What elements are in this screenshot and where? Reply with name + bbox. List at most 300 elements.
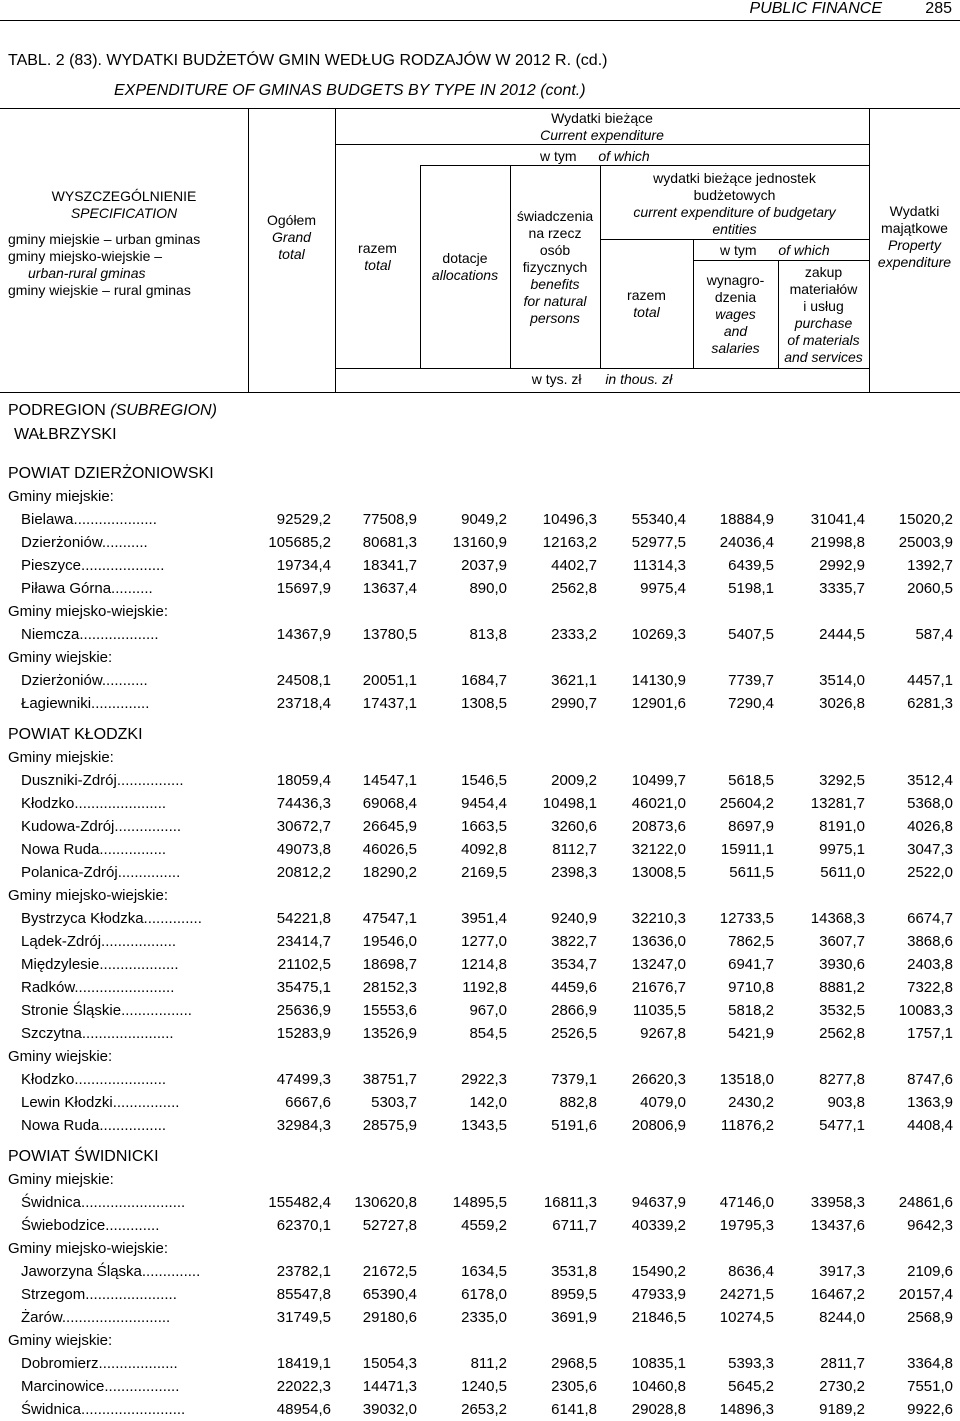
leader-dots: ...................... xyxy=(74,1071,167,1088)
table-cell: 13247,0 xyxy=(631,956,686,973)
label-text: Gminy wiejskie: xyxy=(8,1048,113,1065)
units-total-header xyxy=(600,287,693,321)
dotacje-pl: dotacje xyxy=(442,250,488,266)
table-row xyxy=(0,1260,960,1283)
table-cell: 6439,5 xyxy=(728,557,774,574)
table-cell: 2430,2 xyxy=(728,1094,774,1111)
table-cell: 14895,5 xyxy=(452,1194,507,1211)
wtym-pl: w tym xyxy=(540,148,577,164)
table-cell: 5407,5 xyxy=(728,626,774,643)
razem-pl: razem xyxy=(358,240,397,256)
purchase-line: zakup xyxy=(804,264,843,280)
table-cell: 1343,5 xyxy=(461,1117,507,1134)
table-cell: 10496,3 xyxy=(542,511,597,528)
table-cell: 14130,9 xyxy=(631,672,686,689)
leader-dots: .................... xyxy=(81,557,165,574)
table-cell: 2009,2 xyxy=(551,772,597,789)
stub-header xyxy=(0,188,248,299)
table-row xyxy=(0,1375,960,1398)
table-cell: 7739,7 xyxy=(728,672,774,689)
table-row xyxy=(0,554,960,577)
table-cell: 92529,2 xyxy=(276,511,331,528)
table-cell: 47146,0 xyxy=(719,1194,774,1211)
table-cell: 33958,3 xyxy=(810,1194,865,1211)
heading-label xyxy=(8,723,143,746)
table-cell: 35475,1 xyxy=(276,979,331,996)
district-heading xyxy=(0,723,960,746)
gmina-type-heading xyxy=(0,1168,960,1191)
table-cell: 30672,7 xyxy=(276,818,331,835)
table-cell: 3512,4 xyxy=(907,772,953,789)
table-cell: 6178,0 xyxy=(461,1286,507,1303)
table-cell: 15911,1 xyxy=(720,841,774,858)
table-cell: 32210,3 xyxy=(631,910,686,927)
label-text: Szczytna xyxy=(21,1025,82,1042)
table-cell: 18059,4 xyxy=(276,772,331,789)
table-cell: 9975,4 xyxy=(640,580,686,597)
table-cell: 31041,4 xyxy=(810,511,865,528)
table-row xyxy=(0,1068,960,1091)
table-cell: 7322,8 xyxy=(907,979,953,996)
property-line: Property xyxy=(888,237,941,253)
purchase-line: and services xyxy=(784,349,863,365)
table-row xyxy=(0,953,960,976)
table-cell: 22022,3 xyxy=(276,1378,331,1395)
table-cell: 18884,9 xyxy=(719,511,774,528)
allocations-header xyxy=(420,250,510,284)
row-label xyxy=(21,669,233,692)
table-cell: 8191,0 xyxy=(819,818,865,835)
table-cell: 24036,4 xyxy=(719,534,774,551)
table-row xyxy=(0,1306,960,1329)
table-cell: 1240,5 xyxy=(461,1378,507,1395)
table-cell: 47547,1 xyxy=(362,910,417,927)
table-cell: 19546,0 xyxy=(362,933,417,950)
table-cell: 2403,8 xyxy=(907,956,953,973)
table-cell: 2653,2 xyxy=(461,1401,507,1418)
table-cell: 1757,1 xyxy=(907,1025,953,1042)
table-cell: 2305,6 xyxy=(551,1378,597,1395)
label-text: Bystrzyca Kłodzka xyxy=(21,910,144,927)
leader-dots: ...................... xyxy=(74,795,167,812)
leader-dots: ................. xyxy=(121,1002,192,1019)
table-row xyxy=(0,1114,960,1137)
table-cell: 20812,2 xyxy=(276,864,331,881)
table-row xyxy=(0,577,960,600)
table-cell: 9642,3 xyxy=(907,1217,953,1234)
label-text: Dzierżoniów xyxy=(21,534,102,551)
table-cell: 811,2 xyxy=(470,1355,507,1372)
table-cell: 47499,3 xyxy=(276,1071,331,1088)
table-cell: 25003,9 xyxy=(898,534,953,551)
table-row xyxy=(0,769,960,792)
gmina-type-heading xyxy=(0,746,960,769)
header-top-rule xyxy=(0,108,960,109)
table-cell: 4079,0 xyxy=(640,1094,686,1111)
table-cell: 12733,5 xyxy=(719,910,774,927)
table-cell: 46021,0 xyxy=(631,795,686,812)
table-cell: 1684,7 xyxy=(461,672,507,689)
table-row xyxy=(0,999,960,1022)
row-label xyxy=(21,861,233,884)
leader-dots: ............... xyxy=(117,864,181,881)
table-row xyxy=(0,930,960,953)
table-cell: 3621,1 xyxy=(551,672,597,689)
label-text: Stronie Śląskie xyxy=(21,1002,122,1019)
units-line: budżetowych xyxy=(693,187,776,203)
table-cell: 5618,5 xyxy=(728,772,774,789)
unit-rule xyxy=(335,368,869,369)
property-header xyxy=(869,203,960,271)
table-cell: 5645,2 xyxy=(728,1378,774,1395)
table-cell: 69068,4 xyxy=(362,795,417,812)
table-cell: 6941,7 xyxy=(728,956,774,973)
label-text: Niemcza xyxy=(21,626,80,643)
table-cell: 25636,9 xyxy=(276,1002,331,1019)
table-cell: 3292,5 xyxy=(819,772,865,789)
current-total-header xyxy=(335,240,420,274)
table-cell: 15697,9 xyxy=(276,580,331,597)
row-label xyxy=(21,953,233,976)
label-text: Kłodzko xyxy=(21,1071,75,1088)
table-cell: 24508,1 xyxy=(276,672,331,689)
table-cell: 2444,5 xyxy=(819,626,865,643)
table-cell: 28575,9 xyxy=(362,1117,417,1134)
table-cell: 4457,1 xyxy=(907,672,953,689)
table-cell: 40339,2 xyxy=(631,1217,686,1234)
table-cell: 19734,4 xyxy=(276,557,331,574)
label-text: Gminy miejskie: xyxy=(8,488,114,505)
table-cell: 8636,4 xyxy=(728,1263,774,1280)
table-cell: 9049,2 xyxy=(461,511,507,528)
gmina-type-heading xyxy=(0,1329,960,1352)
table-row xyxy=(0,907,960,930)
table-cell: 3691,9 xyxy=(551,1309,597,1326)
table-cell: 28152,3 xyxy=(362,979,417,996)
row-label xyxy=(21,1398,233,1421)
gmina-type-heading xyxy=(0,1045,960,1068)
row-label xyxy=(21,1191,233,1214)
spec-line: gminy miejskie – urban gminas xyxy=(8,231,201,247)
table-cell: 14368,3 xyxy=(810,910,865,927)
table-cell: 8112,7 xyxy=(552,841,597,858)
table-cell: 11314,3 xyxy=(632,557,686,574)
table-cell: 10499,7 xyxy=(631,772,686,789)
heading-label xyxy=(8,485,114,508)
table-cell: 4026,8 xyxy=(907,818,953,835)
table-cell: 2568,9 xyxy=(907,1309,953,1326)
table-cell: 8959,5 xyxy=(551,1286,597,1303)
table-row xyxy=(0,792,960,815)
table-cell: 15490,2 xyxy=(631,1263,686,1280)
label-text: Świdnica xyxy=(21,1401,82,1418)
label-text: Świebodzice xyxy=(21,1217,106,1234)
table-cell: 3930,6 xyxy=(819,956,865,973)
benefits-line: benefits xyxy=(530,276,580,292)
leader-dots: ................ xyxy=(114,818,182,835)
label-text: Gminy miejskie: xyxy=(8,749,114,766)
leader-dots: ................ xyxy=(99,841,167,858)
table-cell: 11035,5 xyxy=(632,1002,686,1019)
leader-dots: ...................... xyxy=(81,1025,174,1042)
table-row xyxy=(0,623,960,646)
leader-dots: ........... xyxy=(101,534,148,551)
running-head xyxy=(0,0,960,21)
table-cell: 2866,9 xyxy=(551,1002,597,1019)
table-cell: 38751,7 xyxy=(362,1071,417,1088)
table-cell: 2169,5 xyxy=(461,864,507,881)
heading-label xyxy=(8,1045,112,1068)
district-heading xyxy=(0,462,960,485)
wages-line: salaries xyxy=(711,340,760,356)
table-cell: 3514,0 xyxy=(819,672,865,689)
table-cell: 3335,7 xyxy=(819,580,865,597)
table-cell: 1663,5 xyxy=(461,818,507,835)
table-cell: 7290,4 xyxy=(728,695,774,712)
table-cell: 85547,8 xyxy=(276,1286,331,1303)
table-cell: 3534,7 xyxy=(551,956,597,973)
label-text: Pieszyce xyxy=(21,557,82,574)
units-razem-pl: razem xyxy=(627,287,666,303)
row-label xyxy=(21,1260,233,1283)
table-cell: 5421,9 xyxy=(728,1025,774,1042)
label-text: Radków xyxy=(21,979,75,996)
table-cell: 10498,1 xyxy=(542,795,597,812)
leader-dots: ................... xyxy=(99,956,179,973)
table-cell: 10083,3 xyxy=(898,1002,953,1019)
row-label xyxy=(21,508,233,531)
label-text: Łagiewniki xyxy=(21,695,92,712)
table-row xyxy=(0,815,960,838)
wages-header xyxy=(693,272,778,357)
table-cell: 13160,9 xyxy=(452,534,507,551)
row-label xyxy=(21,907,233,930)
table-row xyxy=(0,531,960,554)
table-cell: 47933,9 xyxy=(631,1286,686,1303)
table-cell: 20806,9 xyxy=(631,1117,686,1134)
table-cell: 20051,1 xyxy=(362,672,417,689)
label-text: Bielawa xyxy=(21,511,74,528)
table-cell: 130620,8 xyxy=(354,1194,417,1211)
row-label xyxy=(21,1375,233,1398)
leader-dots: ................ xyxy=(99,1117,167,1134)
label-text: Świdnica xyxy=(21,1194,82,1211)
table-cell: 9189,2 xyxy=(819,1401,865,1418)
table-cell: 21846,5 xyxy=(631,1309,686,1326)
table-cell: 3951,4 xyxy=(461,910,507,927)
table-cell: 8881,2 xyxy=(819,979,865,996)
row-label xyxy=(21,838,233,861)
leader-dots: ........... xyxy=(101,672,148,689)
table-cell: 13281,7 xyxy=(810,795,865,812)
table-cell: 24861,6 xyxy=(898,1194,953,1211)
table-cell: 5198,1 xyxy=(728,580,774,597)
of-which-rule xyxy=(420,165,869,166)
table-cell: 9267,8 xyxy=(640,1025,686,1042)
table-cell: 155482,4 xyxy=(268,1194,331,1211)
table-cell: 52727,8 xyxy=(362,1217,417,1234)
gmina-type-heading xyxy=(0,884,960,907)
table-cell: 46026,5 xyxy=(362,841,417,858)
benefits-line: na rzecz xyxy=(528,225,582,241)
table-cell: 20157,4 xyxy=(898,1286,953,1303)
label-text: Gminy wiejskie: xyxy=(8,1332,113,1349)
table-cell: 18290,2 xyxy=(362,864,417,881)
leader-dots: .................. xyxy=(101,933,177,950)
heading-label xyxy=(8,746,114,769)
wages-line: wynagro- xyxy=(706,272,765,288)
table-cell: 62370,1 xyxy=(276,1217,331,1234)
unit-en: in thous. zł xyxy=(605,371,673,387)
table-cell: 1308,5 xyxy=(461,695,507,712)
table-cell: 10460,8 xyxy=(631,1378,686,1395)
table-cell: 20873,6 xyxy=(631,818,686,835)
units-rule xyxy=(600,239,869,240)
table-row xyxy=(0,838,960,861)
table-cell: 1546,5 xyxy=(461,772,507,789)
benefits-header xyxy=(510,208,600,327)
table-cell: 1363,9 xyxy=(907,1094,953,1111)
table-cell: 2398,3 xyxy=(551,864,597,881)
label-text: Lewin Kłodzki xyxy=(21,1094,113,1111)
label-text: Lądek-Zdrój xyxy=(21,933,102,950)
row-label xyxy=(21,976,233,999)
units-header xyxy=(600,170,869,238)
subregion-pl: PODREGION xyxy=(8,402,106,419)
row-label xyxy=(21,1068,233,1091)
current-rule xyxy=(335,144,869,145)
purchase-header xyxy=(778,264,869,366)
wtym-pl: w tym xyxy=(720,242,757,258)
leader-dots: ................ xyxy=(116,772,184,789)
table-cell: 890,0 xyxy=(469,580,507,597)
table-cell: 26620,3 xyxy=(631,1071,686,1088)
row-label xyxy=(21,1306,233,1329)
table-cell: 4408,4 xyxy=(907,1117,953,1134)
table-cell: 6667,6 xyxy=(285,1094,331,1111)
of-which-header xyxy=(540,148,740,165)
purchase-line: of materials xyxy=(787,332,860,348)
razem-en: total xyxy=(364,257,391,273)
table-cell: 14547,1 xyxy=(362,772,417,789)
table-cell: 13008,5 xyxy=(631,864,686,881)
table-cell: 24271,5 xyxy=(719,1286,774,1303)
gmina-type-heading xyxy=(0,485,960,508)
units-of-which-header xyxy=(720,242,880,259)
table-cell: 15283,9 xyxy=(276,1025,331,1042)
leader-dots: ...................... xyxy=(85,1286,177,1303)
grand-en: Grand xyxy=(272,229,311,245)
table-cell: 4459,6 xyxy=(551,979,597,996)
table-cell: 7551,0 xyxy=(907,1378,953,1395)
table-cell: 3868,6 xyxy=(907,933,953,950)
table-cell: 18698,7 xyxy=(362,956,417,973)
table-cell: 8747,6 xyxy=(907,1071,953,1088)
grand-pl: Ogółem xyxy=(266,212,317,228)
page-number: 285 xyxy=(925,0,952,17)
table-cell: 23782,1 xyxy=(276,1263,331,1280)
table-cell: 7379,1 xyxy=(551,1071,597,1088)
table-row xyxy=(0,1191,960,1214)
table-cell: 2922,3 xyxy=(461,1071,507,1088)
table-row xyxy=(0,861,960,884)
table-cell: 5393,3 xyxy=(728,1355,774,1372)
table-cell: 5368,0 xyxy=(907,795,953,812)
unit-pl: w tys. zł xyxy=(531,371,582,387)
table-cell: 9922,6 xyxy=(907,1401,953,1418)
table-cell: 18419,1 xyxy=(276,1355,331,1372)
table-cell: 11876,2 xyxy=(720,1117,774,1134)
leader-dots: .......... xyxy=(111,580,153,597)
label-text: Kłodzko xyxy=(21,795,75,812)
purchase-line: i usług xyxy=(803,298,844,314)
table-cell: 21102,5 xyxy=(277,956,331,973)
row-label xyxy=(21,1022,233,1045)
table-cell: 2335,0 xyxy=(461,1309,507,1326)
table-cell: 3532,5 xyxy=(819,1002,865,1019)
leader-dots: .............. xyxy=(91,695,150,712)
label-text: Dobromierz xyxy=(21,1355,99,1372)
wages-line: dzenia xyxy=(714,289,757,305)
table-cell: 14471,3 xyxy=(362,1378,417,1395)
table-cell: 2562,8 xyxy=(819,1025,865,1042)
table-cell: 29028,8 xyxy=(631,1401,686,1418)
label-text: Dzierżoniów xyxy=(21,672,102,689)
row-label xyxy=(21,815,233,838)
row-label xyxy=(21,1283,233,1306)
table-cell: 80681,3 xyxy=(362,534,417,551)
table-cell: 6674,7 xyxy=(907,910,953,927)
table-cell: 5191,6 xyxy=(551,1117,597,1134)
label-text: Kudowa-Zdrój xyxy=(21,818,115,835)
label-text: Jaworzyna Śląska xyxy=(21,1263,142,1280)
table-cell: 3531,8 xyxy=(551,1263,597,1280)
table-cell: 18341,7 xyxy=(362,557,417,574)
label-text: Nowa Ruda xyxy=(21,841,100,858)
leader-dots: ......................... xyxy=(81,1194,186,1211)
table-cell: 587,4 xyxy=(915,626,953,643)
leader-dots: ........................ xyxy=(74,979,175,996)
table-cell: 94637,9 xyxy=(631,1194,686,1211)
grand-total-header xyxy=(248,212,335,263)
table-cell: 31749,5 xyxy=(276,1309,331,1326)
subregion-en: (SUBREGION) xyxy=(110,402,217,419)
row-label xyxy=(21,1091,233,1114)
table-cell: 2730,2 xyxy=(819,1378,865,1395)
leader-dots: ................... xyxy=(98,1355,178,1372)
table-cell: 17437,1 xyxy=(362,695,417,712)
label-text: Żarów xyxy=(21,1309,62,1326)
table-cell: 6141,8 xyxy=(551,1401,597,1418)
label-text: POWIAT ŚWIDNICKI xyxy=(8,1148,159,1165)
table-cell: 10274,5 xyxy=(719,1309,774,1326)
table-cell: 3047,3 xyxy=(907,841,953,858)
grand-en: total xyxy=(278,246,305,262)
table-cell: 2811,7 xyxy=(820,1355,865,1372)
table-row xyxy=(0,1022,960,1045)
table-row xyxy=(0,1398,960,1421)
table-cell: 52977,5 xyxy=(631,534,686,551)
table-cell: 65390,4 xyxy=(362,1286,417,1303)
leader-dots: .................... xyxy=(73,511,157,528)
table-row xyxy=(0,1283,960,1306)
table-cell: 9710,8 xyxy=(728,979,774,996)
table-cell: 12901,6 xyxy=(631,695,686,712)
table-cell: 54221,8 xyxy=(276,910,331,927)
table-row xyxy=(0,669,960,692)
leader-dots: ................... xyxy=(79,626,159,643)
subregion-name: WAŁBRZYSKI xyxy=(14,426,117,443)
